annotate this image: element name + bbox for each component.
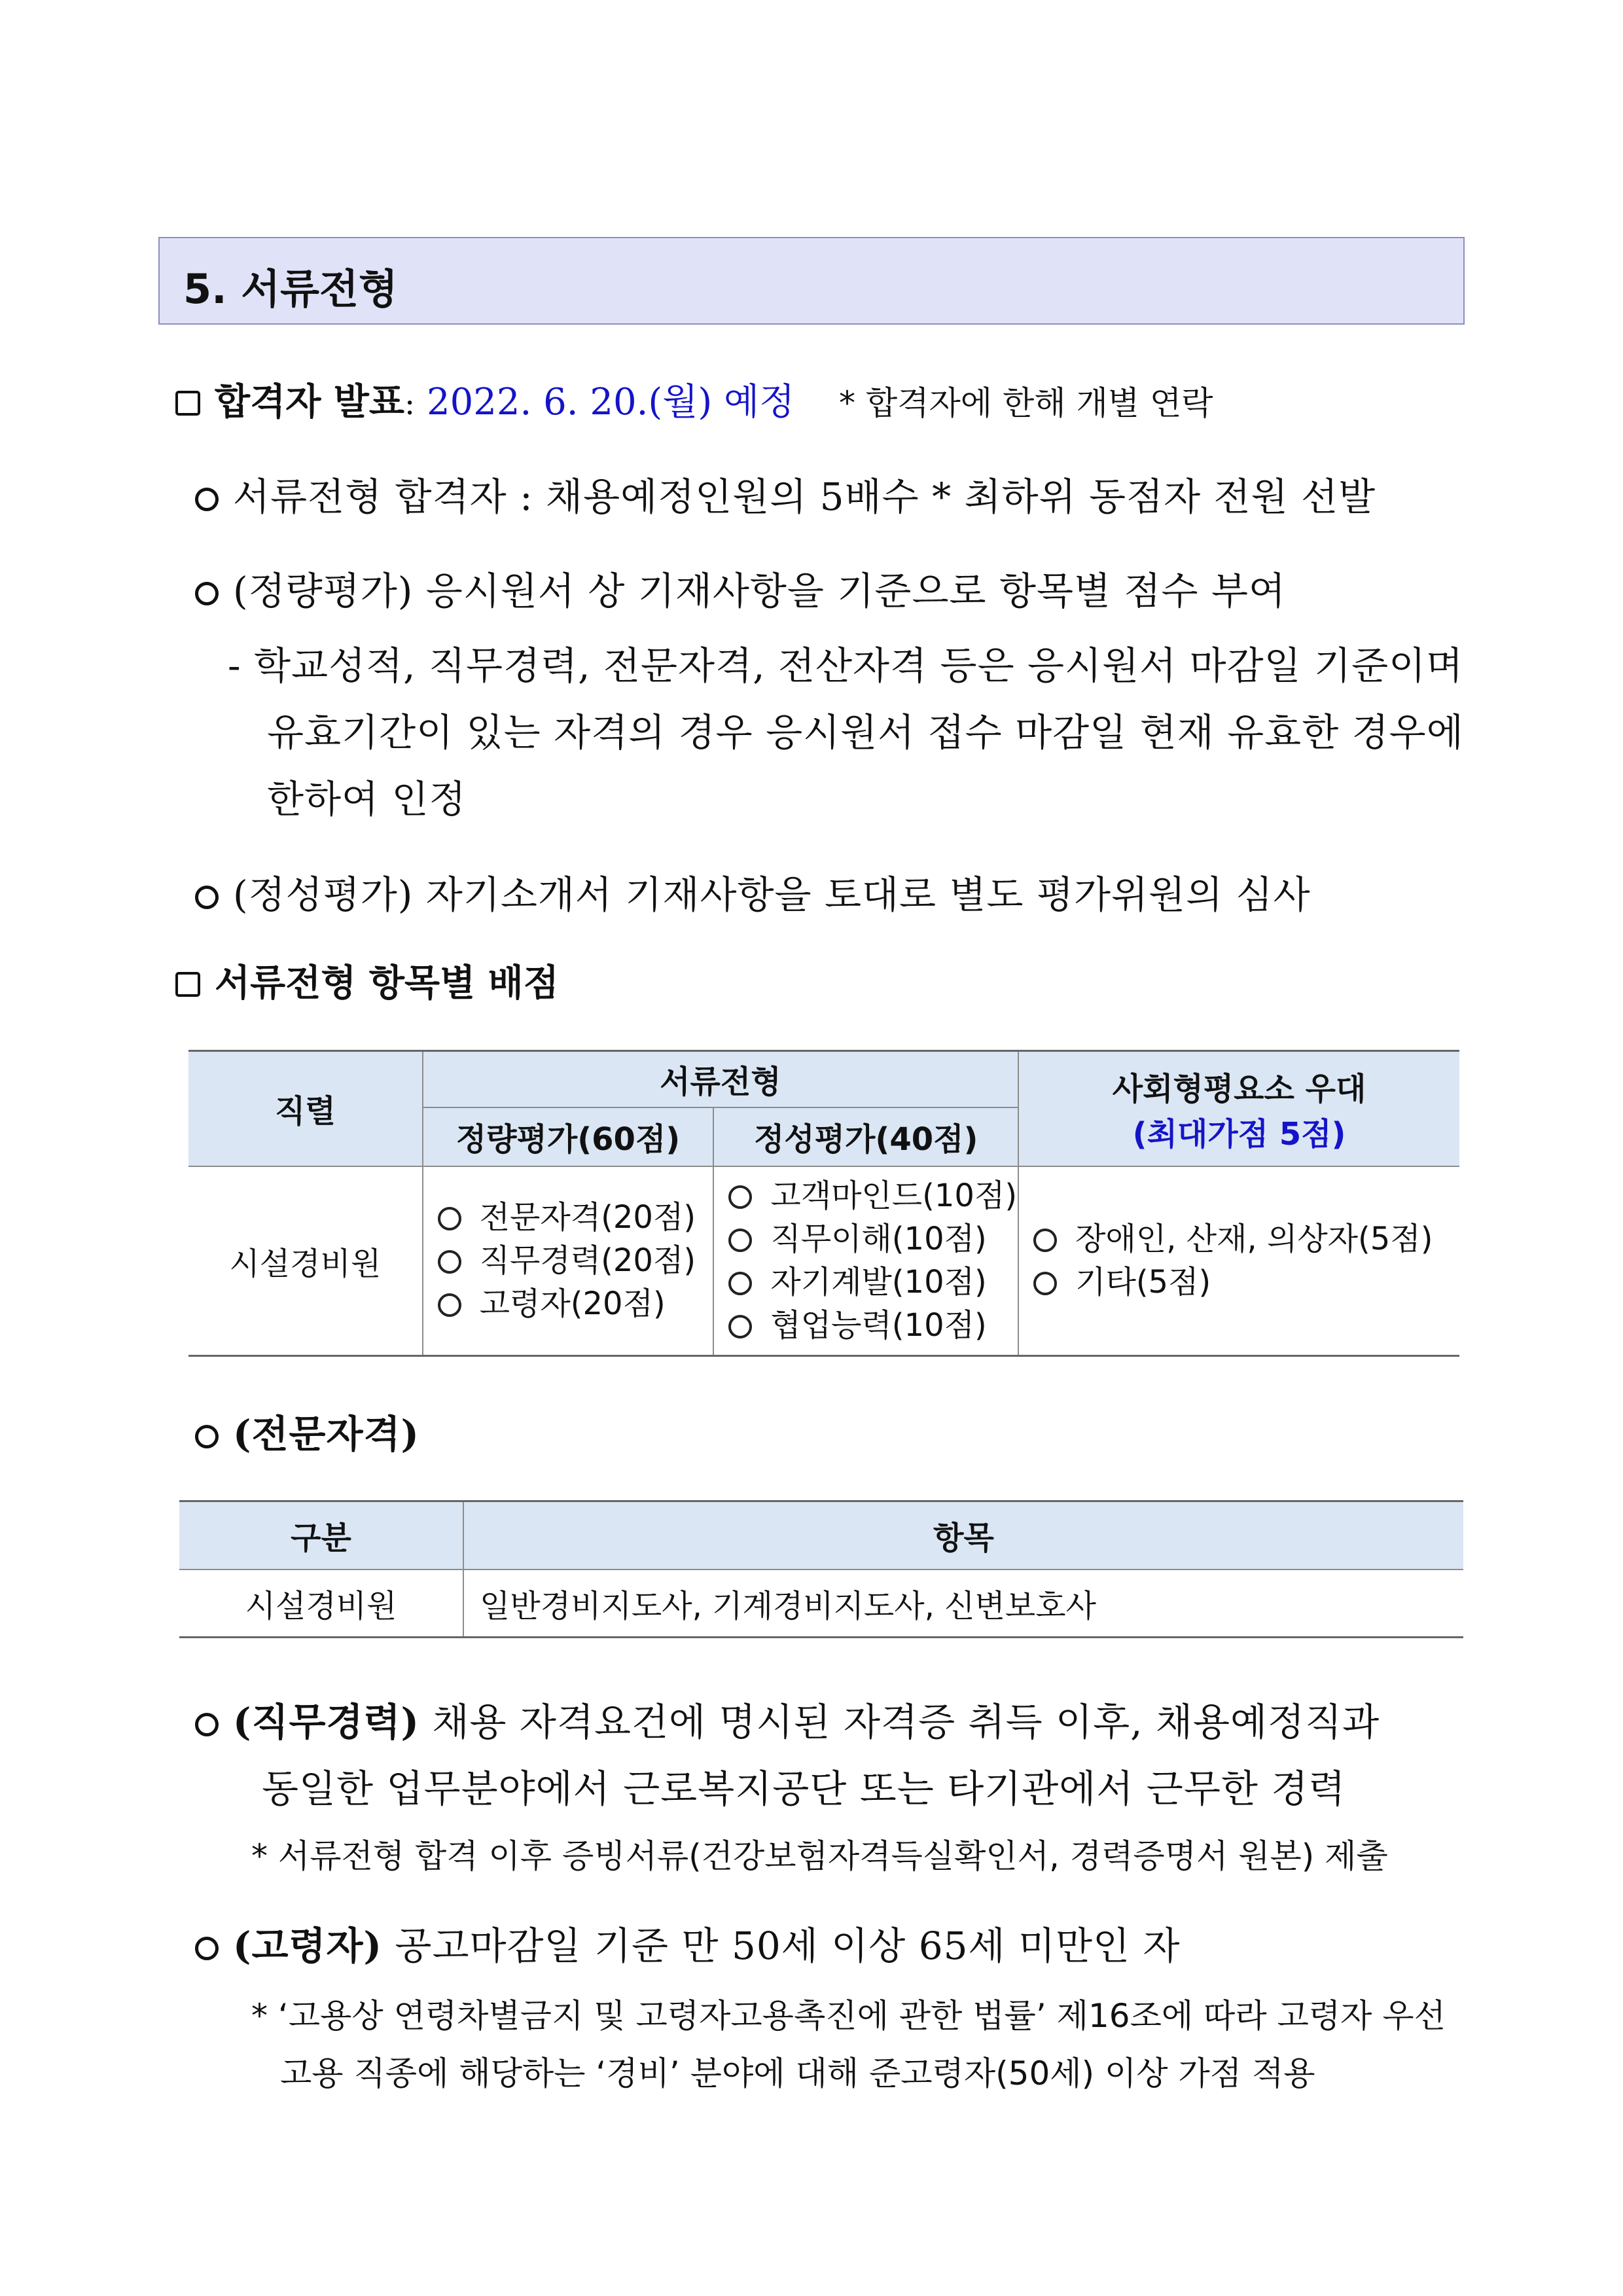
announce-date: 2022. 6. 20.(월) 예정 xyxy=(426,381,795,423)
elderly-text-1: 공고마감일 기준 만 50세 이상 65세 미만인 자 xyxy=(395,1924,1181,1968)
career-label: (직무경력) xyxy=(233,1700,419,1744)
square-bullet-icon xyxy=(175,391,200,416)
td-category: 시설경비원 xyxy=(179,1570,463,1638)
circle-bullet-icon xyxy=(195,1713,219,1736)
score-section-heading xyxy=(175,954,559,1007)
td-social xyxy=(1018,1166,1459,1356)
career-line-2: 동일한 업무분야에서 근로복지공단 또는 타기관에서 근무한 경력 xyxy=(262,1767,1346,1811)
td-job: 시설경비원 xyxy=(188,1166,423,1356)
th-quant: 정량평가(60점) xyxy=(423,1107,714,1166)
circle-bullet-icon xyxy=(195,1937,219,1960)
qual-item: 자기계발(10점) xyxy=(728,1261,1017,1304)
qual-item: 협업능력(10점) xyxy=(728,1304,1017,1347)
qual-item: 직무이해(10점) xyxy=(728,1217,1017,1261)
circle-icon xyxy=(438,1250,461,1274)
announce-label: 합격자 발표 xyxy=(215,380,404,423)
cert-heading xyxy=(195,1403,419,1458)
announce-note: * 합격자에 한해 개별 연락 xyxy=(838,384,1213,422)
score-section-title: 서류전형 항목별 배점 xyxy=(215,961,559,1005)
circle-icon xyxy=(1033,1272,1057,1295)
bullet-pass-text: 서류전형 합격자 : 채용예정인원의 5배수 * 최하위 동점자 전원 선발 xyxy=(233,475,1376,519)
elderly-note-2: 고용 직종에 해당하는 ‘경비’ 분야에 대해 준고령자(50세) 이상 가점 적용 xyxy=(280,2054,1315,2092)
cert-heading-text: (전문자격) xyxy=(233,1412,419,1456)
bullet-pass xyxy=(195,466,1376,521)
announce-line xyxy=(175,373,1213,425)
circle-icon xyxy=(1033,1229,1057,1252)
cert-table xyxy=(179,1500,1463,1638)
th-social xyxy=(1018,1051,1459,1166)
th-social-max: (최대가점 5점) xyxy=(1132,1115,1346,1153)
circle-icon xyxy=(728,1272,752,1295)
quant-item: 고령자(20점) xyxy=(438,1282,713,1325)
bullet-qual-text: (정성평가) 자기소개서 기재사항을 토대로 별도 평가위원의 심사 xyxy=(233,872,1311,917)
elderly-label: (고령자) xyxy=(233,1924,382,1968)
bullet-quant-text: (정량평가) 응시원서 상 기재사항을 기준으로 항목별 점수 부여 xyxy=(233,569,1287,613)
score-table xyxy=(188,1050,1459,1357)
quant-item: 전문자격(20점) xyxy=(438,1196,713,1239)
bullet-quant xyxy=(195,560,1286,615)
circle-bullet-icon xyxy=(195,1425,219,1448)
career-note: * 서류전형 합격 이후 증빙서류(건강보험자격득실확인서, 경력증명서 원본) 제출 xyxy=(251,1837,1388,1875)
th-qual: 정성평가(40점) xyxy=(713,1107,1018,1166)
circle-icon xyxy=(438,1207,461,1230)
circle-icon xyxy=(728,1185,752,1209)
td-quant xyxy=(423,1166,714,1356)
social-item: 기타(5점) xyxy=(1033,1261,1459,1304)
career-line-1 xyxy=(195,1691,1380,1746)
circle-bullet-icon xyxy=(195,488,219,511)
elderly-line-1 xyxy=(195,1915,1181,1970)
bullet-qual xyxy=(195,864,1311,919)
circle-icon xyxy=(438,1293,461,1317)
circle-bullet-icon xyxy=(195,582,219,605)
th-doc: 서류전형 xyxy=(423,1051,1018,1107)
section-title: 5. 서류전형 xyxy=(183,265,398,313)
td-items: 일반경비지도사, 기계경비지도사, 신변보호사 xyxy=(463,1570,1463,1638)
circle-icon xyxy=(728,1315,752,1338)
quant-item: 직무경력(20점) xyxy=(438,1239,713,1282)
th-social-label: 사회형평요소 우대 xyxy=(1112,1070,1366,1107)
qual-item: 고객마인드(10점) xyxy=(728,1174,1017,1217)
social-item: 장애인, 산재, 의상자(5점) xyxy=(1033,1217,1459,1261)
square-bullet-icon xyxy=(175,972,200,997)
career-text-1: 채용 자격요건에 명시된 자격증 취득 이후, 채용예정직과 xyxy=(432,1700,1380,1744)
announce-sep: : xyxy=(404,386,416,422)
th-job: 직렬 xyxy=(188,1051,423,1166)
td-qual xyxy=(713,1166,1018,1356)
th-items: 항목 xyxy=(463,1501,1463,1570)
quant-detail-2: 유효기간이 있는 자격의 경우 응시원서 접수 마감일 현재 유효한 경우에 xyxy=(267,710,1464,755)
circle-icon xyxy=(728,1229,752,1252)
circle-bullet-icon xyxy=(195,886,219,909)
quant-detail-3: 한하여 인정 xyxy=(267,777,467,821)
section-header xyxy=(158,237,1465,325)
elderly-note-1: * ‘고용상 연령차별금지 및 고령자고용촉진에 관한 법률’ 제16조에 따라 고령자 우선 xyxy=(251,1997,1446,2035)
th-category: 구분 xyxy=(179,1501,463,1570)
quant-detail-1: - 학교성적, 직무경력, 전문자격, 전산자격 등은 응시원서 마감일 기준이며 xyxy=(228,643,1464,688)
